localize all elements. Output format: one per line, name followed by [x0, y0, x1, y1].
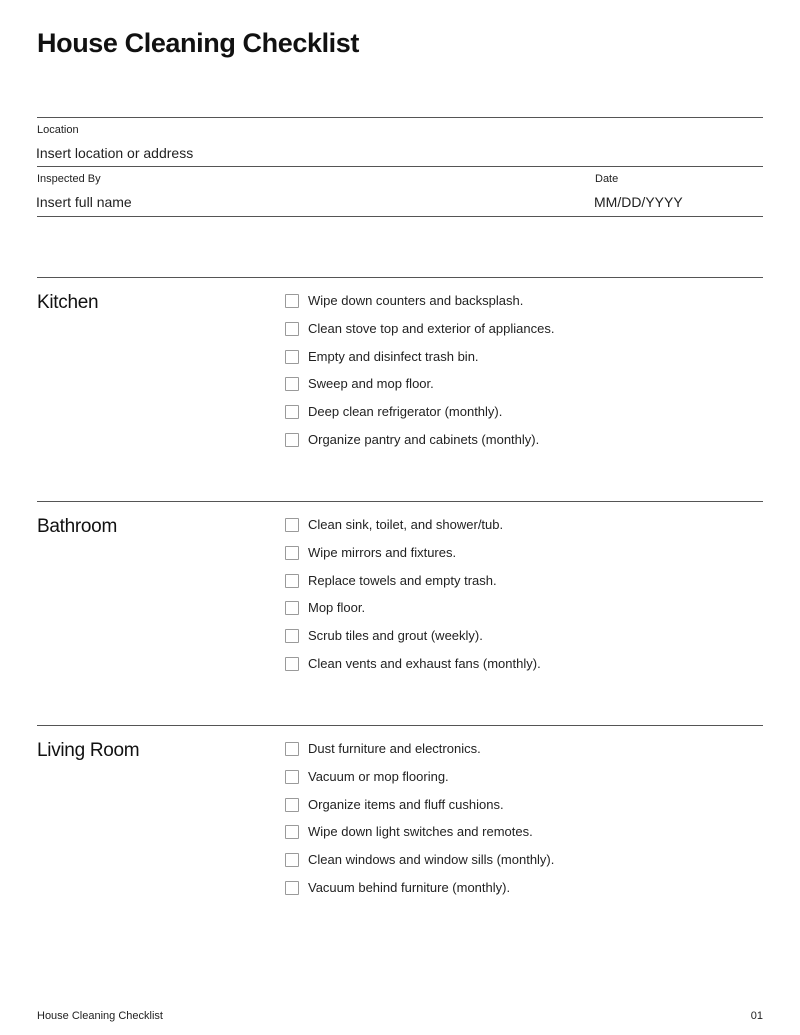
- checklist-item-label: Clean sink, toilet, and shower/tub.: [308, 517, 504, 532]
- footer-title: House Cleaning Checklist: [37, 1010, 163, 1022]
- checkbox[interactable]: [285, 601, 299, 615]
- checklist-item[interactable]: [285, 628, 541, 656]
- checklist-item-label: Vacuum or mop flooring.: [308, 768, 449, 784]
- date-input[interactable]: MM/DD/YYYY: [594, 194, 683, 210]
- checkbox[interactable]: [285, 881, 299, 895]
- checklist-item-label: Deep clean refrigerator (monthly).: [308, 404, 503, 420]
- section-title: Bathroom: [37, 516, 117, 537]
- checklist-item[interactable]: [285, 545, 541, 573]
- checkbox[interactable]: [285, 574, 299, 588]
- section-title: Living Room: [37, 740, 140, 761]
- checklist-item-label: Wipe down counters and backsplash.: [308, 293, 524, 308]
- checklist-item[interactable]: [285, 600, 541, 628]
- checklist-item[interactable]: [285, 404, 554, 432]
- checklist-item[interactable]: [285, 852, 554, 880]
- inspected-by-label: Inspected By: [37, 173, 101, 185]
- checkbox[interactable]: [285, 629, 299, 643]
- page-title: House Cleaning Checklist: [37, 28, 359, 58]
- checklist-item-label: Wipe mirrors and fixtures.: [308, 544, 457, 560]
- checkbox[interactable]: [285, 825, 299, 839]
- checklist-item[interactable]: [285, 573, 541, 601]
- section-bathroom: [37, 501, 763, 726]
- location-input[interactable]: Insert location or address: [36, 145, 194, 161]
- checkbox[interactable]: [285, 405, 299, 419]
- checkbox[interactable]: [285, 377, 299, 391]
- checklist-item-label: Sweep and mop floor.: [308, 376, 434, 392]
- checklist-item-label: Organize items and fluff cushions.: [308, 796, 504, 812]
- checklist-item[interactable]: [285, 769, 554, 797]
- checklist-item[interactable]: [285, 797, 554, 825]
- checkbox[interactable]: [285, 798, 299, 812]
- checklist-item[interactable]: [285, 293, 554, 321]
- checkbox[interactable]: [285, 294, 299, 308]
- checklist-item[interactable]: [285, 880, 554, 908]
- checklist-item-label: Dust furniture and electronics.: [308, 741, 481, 756]
- checkbox[interactable]: [285, 322, 299, 336]
- section-title: Kitchen: [37, 292, 99, 313]
- page-number: 01: [750, 1010, 763, 1022]
- checkbox[interactable]: [285, 350, 299, 364]
- checklist: [285, 293, 554, 460]
- inspector-date-row: [37, 166, 763, 217]
- checklist-item[interactable]: [285, 432, 554, 460]
- checklist-item-label: Clean vents and exhaust fans (monthly).: [308, 655, 541, 671]
- checklist-item-label: Scrub tiles and grout (weekly).: [308, 628, 483, 644]
- checklist-item-label: Replace towels and empty trash.: [308, 572, 497, 588]
- section-living-room: [37, 725, 763, 950]
- checklist-item-label: Organize pantry and cabinets (monthly).: [308, 431, 540, 447]
- checkbox[interactable]: [285, 770, 299, 784]
- location-label: Location: [37, 124, 79, 136]
- checklist-item[interactable]: [285, 824, 554, 852]
- checkbox[interactable]: [285, 657, 299, 671]
- checklist-item-label: Clean windows and window sills (monthly).: [308, 852, 555, 868]
- date-label: Date: [595, 173, 619, 185]
- checklist-item[interactable]: [285, 321, 554, 349]
- checkbox[interactable]: [285, 853, 299, 867]
- checkbox[interactable]: [285, 433, 299, 447]
- inspected-by-input[interactable]: Insert full name: [36, 194, 132, 210]
- checklist: [285, 741, 554, 908]
- checklist-item-label: Mop floor.: [308, 600, 366, 616]
- checklist-item[interactable]: [285, 741, 554, 769]
- checkbox[interactable]: [285, 546, 299, 560]
- checklist-item[interactable]: [285, 349, 554, 377]
- checklist-item[interactable]: [285, 376, 554, 404]
- location-row: [37, 117, 763, 167]
- section-kitchen: [37, 277, 763, 502]
- checklist-item-label: Empty and disinfect trash bin.: [308, 348, 479, 364]
- checklist-item-label: Vacuum behind furniture (monthly).: [308, 879, 511, 895]
- checkbox[interactable]: [285, 742, 299, 756]
- checkbox[interactable]: [285, 518, 299, 532]
- checklist-item-label: Wipe down light switches and remotes.: [308, 824, 533, 840]
- checklist: [285, 517, 541, 684]
- checklist-item[interactable]: [285, 656, 541, 684]
- checklist-item-label: Clean stove top and exterior of appliances.: [308, 320, 555, 336]
- checklist-item[interactable]: [285, 517, 541, 545]
